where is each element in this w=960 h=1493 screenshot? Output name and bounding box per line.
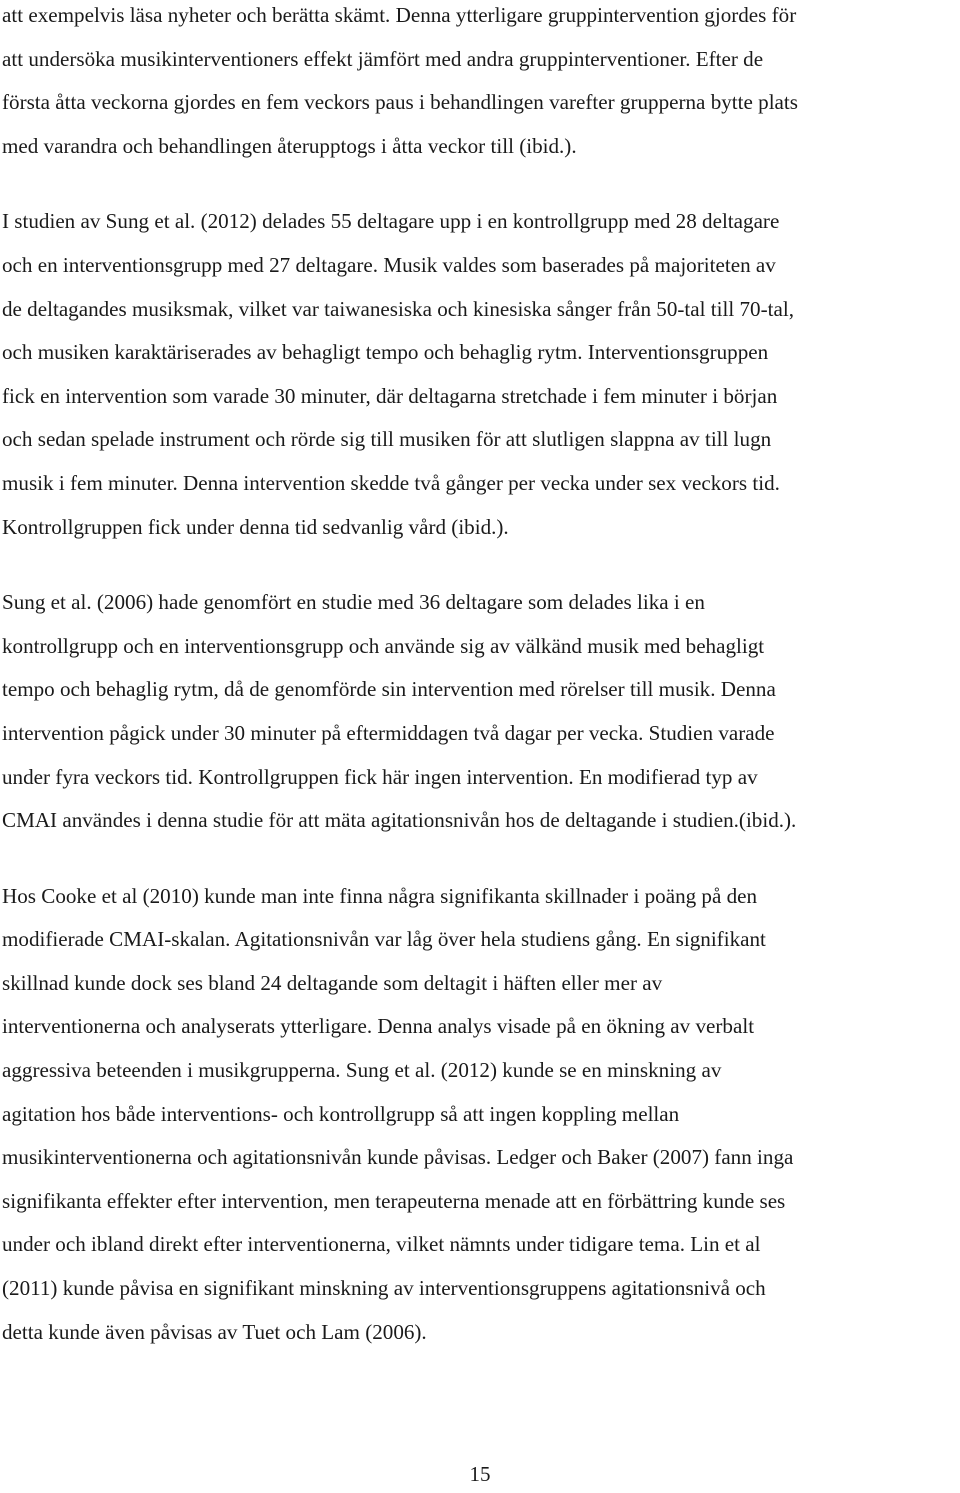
paragraph-3 xyxy=(2,581,958,843)
text-line: musikinterventionerna och agitationsnivån kunde påvisas. Ledger och Baker (2007) fann inga xyxy=(2,1145,794,1170)
text-line: tempo och behaglig rytm, då de genomförde sin intervention med rörelser till musik. Denna xyxy=(2,677,776,702)
text-line: fick en intervention som varade 30 minuter, där deltagarna stretchade i fem minuter i början xyxy=(2,383,778,408)
text-line: att undersöka musikinterventioners effekt jämfört med andra gruppinterventioner. Efter de xyxy=(2,46,764,71)
text-line: under och ibland direkt efter interventionerna, vilket nämnts under tidigare tema. Lin et al xyxy=(2,1232,761,1257)
paragraph-2 xyxy=(2,200,958,549)
text-line: CMAI användes i denna studie för att mäta agitationsnivån hos de deltagande i studien.(ibid.). xyxy=(2,808,797,833)
text-line: att exempelvis läsa nyheter och berätta skämt. Denna ytterligare gruppintervention gjordes för xyxy=(2,3,797,27)
text-line: med varandra och behandlingen återupptogs i åtta veckor till (ibid.). xyxy=(2,133,577,158)
text-line: aggressiva beteenden i musikgrupperna. Sung et al. (2012) kunde se en minskning av xyxy=(2,1058,722,1083)
text-line: agitation hos både interventions- och kontrollgrupp så att ingen koppling mellan xyxy=(2,1101,680,1126)
text-line: Kontrollgruppen fick under denna tid sedvanlig vård (ibid.). xyxy=(2,514,509,539)
paragraph-gap xyxy=(2,168,958,200)
text-line: och musiken karaktäriserades av behagligt tempo och behaglig rytm. Interventionsgruppen xyxy=(2,340,769,365)
text-line: (2011) kunde påvisa en signifikant minskning av interventionsgruppens agitationsnivå och xyxy=(2,1276,766,1301)
text-line: interventionerna och analyserats ytterligare. Denna analys visade på en ökning av verbalt xyxy=(2,1014,755,1039)
text-line: kontrollgrupp och en interventionsgrupp och använde sig av välkänd musik med behagligt xyxy=(2,633,765,658)
text-line: skillnad kunde dock ses bland 24 deltagande som deltagit i häften eller mer av xyxy=(2,970,663,995)
document-body xyxy=(2,0,958,1354)
text-line: I studien av Sung et al. (2012) delades 55 deltagare upp i en kontrollgrupp med 28 deltagare xyxy=(2,209,780,234)
text-line: under fyra veckors tid. Kontrollgruppen fick här ingen intervention. En modifierad typ av xyxy=(2,764,758,789)
text-line: och sedan spelade instrument och rörde sig till musiken för att slutligen slappna av till lugn xyxy=(2,427,772,452)
text-line: detta kunde även påvisas av Tuet och Lam (2006). xyxy=(2,1319,427,1344)
text-line: de deltagandes musiksmak, vilket var taiwanesiska och kinesiska sånger från 50-tal till 70-tal, xyxy=(2,296,794,321)
text-line: Sung et al. (2006) hade genomfört en studie med 36 deltagare som delades lika i en xyxy=(2,590,705,615)
text-line: Hos Cooke et al (2010) kunde man inte finna några signifikanta skillnader i poäng på den xyxy=(2,883,758,908)
text-line: musik i fem minuter. Denna intervention skedde två gånger per vecka under sex veckors tid. xyxy=(2,470,780,495)
paragraph-1 xyxy=(2,0,958,168)
text-line: signifikanta effekter efter intervention, men terapeuterna menade att en förbättring kunde ses xyxy=(2,1188,786,1213)
text-line: intervention pågick under 30 minuter på eftermiddagen två dagar per vecka. Studien varade xyxy=(2,720,775,745)
paragraph-gap xyxy=(2,843,958,875)
text-line: modifierade CMAI-skalan. Agitationsnivån var låg över hela studiens gång. En signifikant xyxy=(2,927,766,952)
page-number: 15 xyxy=(469,1462,491,1486)
text-line: första åtta veckorna gjordes en fem veckors paus i behandlingen varefter grupperna bytte plats xyxy=(2,90,798,115)
text-line: och en interventionsgrupp med 27 deltagare. Musik valdes som baserades på majoriteten av xyxy=(2,252,776,277)
paragraph-4 xyxy=(2,875,958,1355)
paragraph-gap xyxy=(2,549,958,581)
